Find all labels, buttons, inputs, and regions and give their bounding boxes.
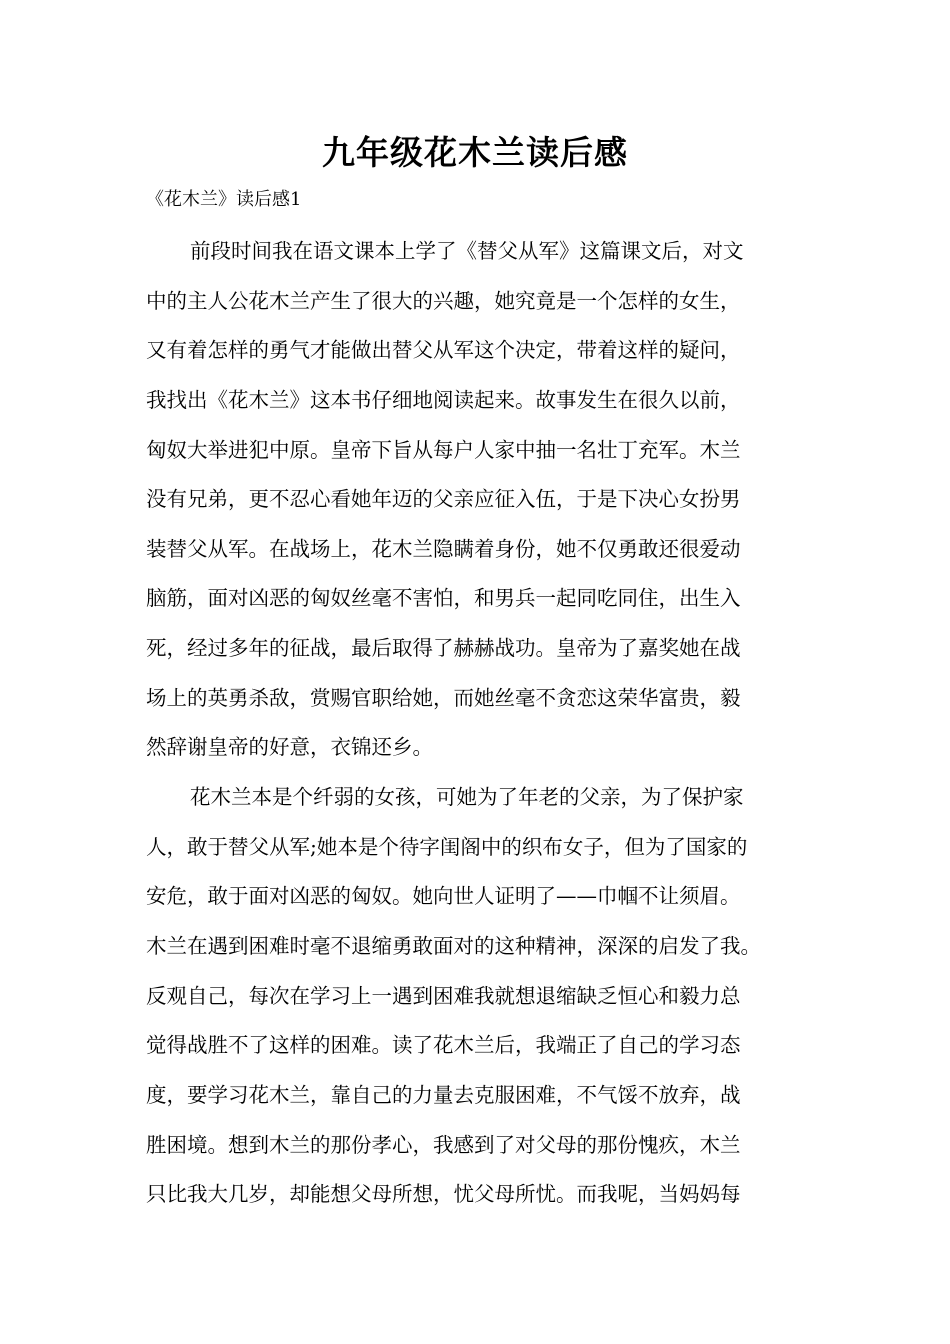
paragraph-2-line-5: 反观自己，每次在学习上一遇到困难我就想退缩缺乏恒心和毅力总 — [146, 983, 741, 1008]
paragraph-1-line-3: 又有着怎样的勇气才能做出替父从军这个决定，带着这样的疑问， — [146, 338, 741, 363]
paragraph-1-line-11: 然辞谢皇帝的好意，衣锦还乡。 — [146, 735, 433, 760]
paragraph-2-line-7: 度，要学习花木兰，靠自己的力量去克服困难，不气馁不放弃，战 — [146, 1082, 741, 1107]
paragraph-1-line-7: 装替父从军。在战场上，花木兰隐瞒着身份，她不仅勇敢还很爱动 — [146, 536, 741, 561]
paragraph-2-line-2: 人，敢于替父从军;她本是个待字闺阁中的织布女子，但为了国家的 — [146, 834, 748, 859]
paragraph-1-line-5: 匈奴大举进犯中原。皇帝下旨从每户人家中抽一名壮丁充军。木兰 — [146, 437, 741, 462]
paragraph-1-line-1: 前段时间我在语文课本上学了《替父从军》这篇课文后，对文 — [190, 239, 744, 263]
paragraph-1-line-4: 我找出《花木兰》这本书仔细地阅读起来。故事发生在很久以前， — [146, 387, 741, 412]
paragraph-2-line-3: 安危，敢于面对凶恶的匈奴。她向世人证明了——巾帼不让须眉。 — [146, 884, 741, 909]
paragraph-2-line-8: 胜困境。想到木兰的那份孝心，我感到了对父母的那份愧疚，木兰 — [146, 1132, 741, 1157]
paragraph-2-line-1: 花木兰本是个纤弱的女孩，可她为了年老的父亲，为了保护家 — [190, 785, 744, 810]
section-subtitle: 《花木兰》读后感1 — [146, 189, 302, 210]
paragraph-1-line-9: 死，经过多年的征战，最后取得了赫赫战功。皇帝为了嘉奖她在战 — [146, 636, 741, 661]
paragraph-1-line-8: 脑筋，面对凶恶的匈奴丝毫不害怕，和男兵一起同吃同住，出生入 — [146, 586, 741, 611]
paragraph-1-line-2: 中的主人公花木兰产生了很大的兴趣，她究竟是一个怎样的女生， — [146, 288, 741, 313]
paragraph-2-line-9: 只比我大几岁，却能想父母所想，忧父母所忧。而我呢，当妈妈每 — [146, 1182, 741, 1207]
body-text — [146, 232, 806, 1225]
paragraph-2-line-4: 木兰在遇到困难时毫不退缩勇敢面对的这种精神，深深的启发了我。 — [146, 933, 761, 958]
paragraph-1-line-10: 场上的英勇杀敌，赏赐官职给她，而她丝毫不贪恋这荣华富贵，毅 — [146, 685, 741, 710]
page-title: 九年级花木兰读后感 — [322, 133, 628, 172]
paragraph-2-line-6: 觉得战胜不了这样的困难。读了花木兰后，我端正了自己的学习态 — [146, 1033, 741, 1058]
paragraph-1-line-6: 没有兄弟，更不忍心看她年迈的父亲应征入伍，于是下决心女扮男 — [146, 487, 741, 512]
